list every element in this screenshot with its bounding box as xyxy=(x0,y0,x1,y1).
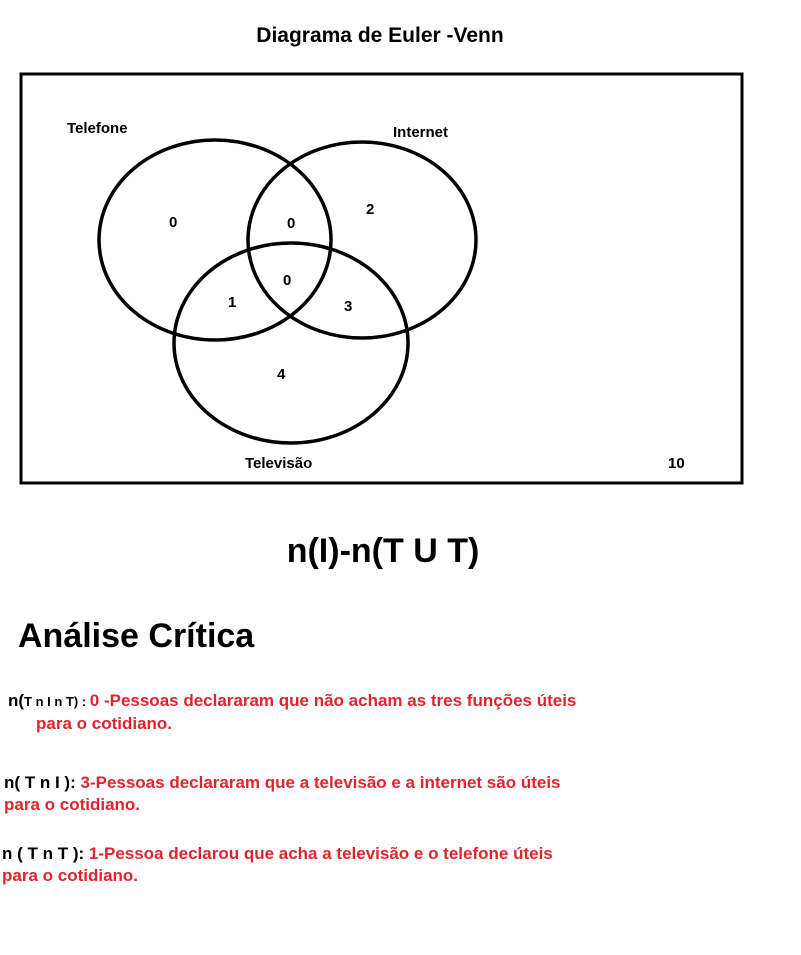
formula: n(I)-n(T U T) xyxy=(286,532,480,570)
note-1-key-prefix: n( xyxy=(8,691,25,710)
analysis-note-1 xyxy=(8,690,576,735)
note-3-text: 1-Pessoa declarou que acha a televisão e o telefone úteis xyxy=(88,844,553,863)
note-1-key-suffix: ) : xyxy=(73,694,90,709)
note-2-text: 3-Pessoas declararam que a televisão e a internet são úteis xyxy=(80,773,561,792)
analysis-note-3 xyxy=(2,843,553,887)
analysis-heading: Análise Crítica xyxy=(18,617,255,655)
region-internet-televisao: 3 xyxy=(344,298,353,315)
note-1-text: 0 -Pessoas declararam que não acham as tres funções úteis xyxy=(89,691,577,710)
note-3-continuation: para o cotidiano. xyxy=(2,866,139,885)
note-2-continuation: para o cotidiano. xyxy=(4,795,141,814)
region-telefone-internet: 0 xyxy=(287,215,296,232)
label-televisao: Televisão xyxy=(245,455,313,472)
note-1-key-inner: T n I n T xyxy=(24,694,74,709)
set-telefone-circle xyxy=(99,140,331,340)
region-telefone-only: 0 xyxy=(169,214,178,231)
region-internet-only: 2 xyxy=(366,201,375,218)
label-internet: Internet xyxy=(393,124,449,141)
universe-total: 10 xyxy=(668,455,685,472)
note-2-key: n( T n I ): xyxy=(4,773,81,792)
diagram-title: Diagrama de Euler -Venn xyxy=(256,24,504,47)
note-3-key: n ( T n T ): xyxy=(2,844,89,863)
region-televisao-only: 4 xyxy=(277,366,286,383)
region-telefone-televisao: 1 xyxy=(228,294,237,311)
label-telefone: Telefone xyxy=(67,120,128,137)
set-internet-circle xyxy=(248,142,476,338)
region-all-three: 0 xyxy=(283,272,292,289)
analysis-note-2 xyxy=(4,772,561,816)
note-1-continuation: para o cotidiano. xyxy=(36,714,173,733)
